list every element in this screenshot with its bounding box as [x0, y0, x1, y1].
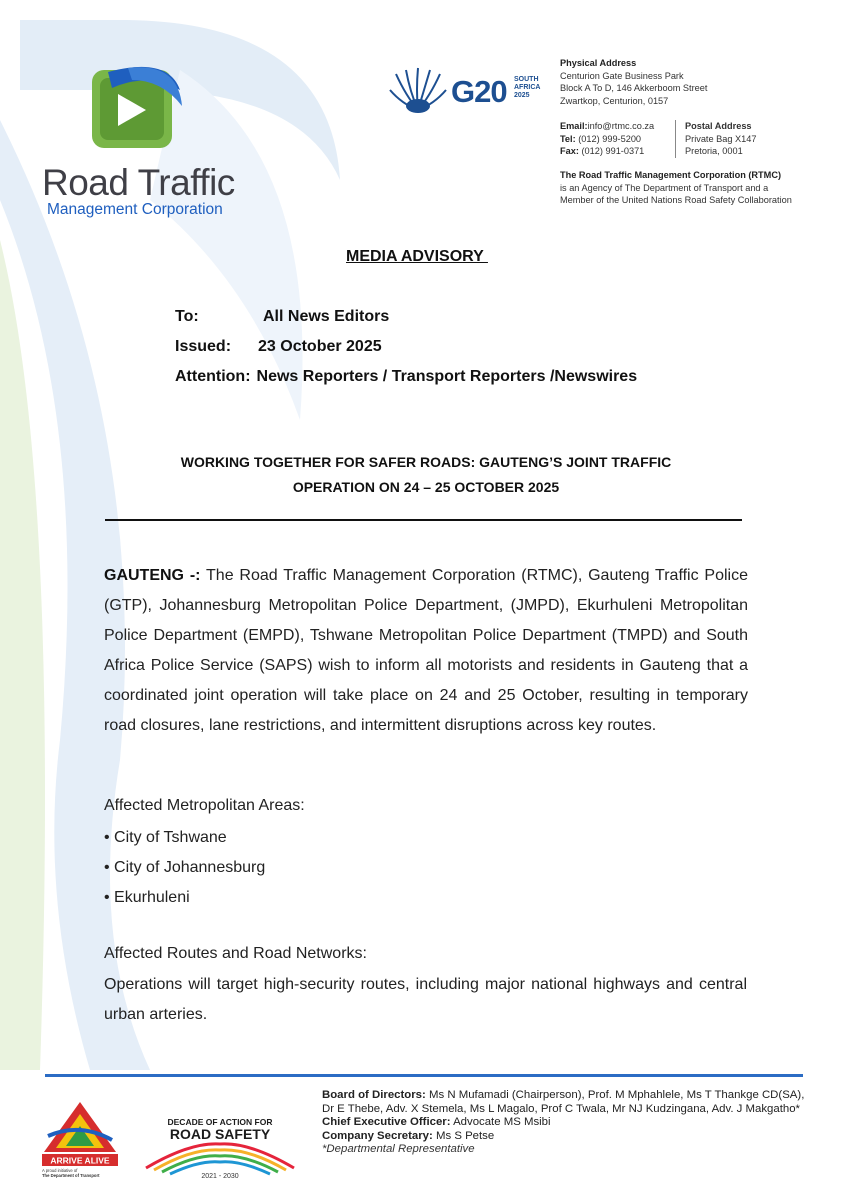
board-of-directors: Board of Directors: Ms N Mufamadi (Chairperson), Prof. M Mphahlele, Ms T Thankge CD(SA), Dr E Thebe, Adv. X Stemela, Ms L Magalo, Prof C Twala, Mr NJ Kudzingana, Adv. J Makgatho* Chief Executive Officer: Advocate MS Msibi Company Secretary: Ms S Petse *Departmental Representative — [322, 1089, 805, 1156]
attention-value: News Reporters / Transport Reporters /Newswires — [256, 368, 638, 385]
g20-wordmark: G20 — [451, 74, 507, 109]
contact-details: Email:info@rtmc.co.za Tel: (012) 999-5200 Fax: (012) 991-0371 — [560, 121, 655, 157]
agency-heading: The Road Traffic Management Corporation (RTMC) — [560, 170, 782, 180]
svg-text:ROAD SAFETY: ROAD SAFETY — [169, 1126, 271, 1142]
attention-label: Attention: — [175, 368, 251, 385]
g20-logo — [388, 66, 548, 116]
svg-text:A proud initiative of: A proud initiative of — [42, 1168, 78, 1173]
logo-subtitle: Management Corporation — [47, 201, 223, 218]
decade-of-action-logo — [140, 1116, 300, 1180]
body-paragraph — [104, 561, 748, 741]
issued-label: Issued: — [175, 338, 232, 355]
issued-date: 23 October 2025 — [258, 338, 382, 355]
logo-title: Road Traffic — [42, 162, 235, 203]
recipient-row — [175, 308, 389, 326]
rtmc-logo-icon — [88, 62, 184, 152]
attention-row — [175, 368, 637, 386]
body-text: The Road Traffic Management Corporation (RTMC), Gauteng Traffic Police (GTP), Johannesburg Metropolitan Police Department, (JMPD), Ekurhuleni Metropolitan Police Department (EMPD), Tshwane Metropolitan Police Department (TMPD) and South Africa Police Service (SAPS) wish to inform all motorists and residents in Gauteng that a coordinated joint operation will take place on 24 and 25 October, resulting in temporary road closures, lane restrictions, and intermittent disruptions across key routes. — [104, 567, 748, 734]
divider — [105, 519, 742, 521]
rtmc-logo-text — [42, 164, 235, 218]
postal-address-heading: Postal Address — [685, 121, 752, 131]
svg-text:2021 - 2030: 2021 - 2030 — [201, 1173, 239, 1180]
postal-address: Postal Address Private Bag X147 Pretoria, 0001 — [675, 120, 757, 158]
email-link[interactable]: info@rtmc.co.za — [587, 121, 655, 131]
areas-heading: Affected Metropolitan Areas: — [104, 797, 305, 814]
physical-address-line: Zwartkop, Centurion, 0157 — [560, 95, 669, 106]
areas-list — [104, 826, 265, 916]
list-item: • City of Johannesburg — [104, 859, 266, 876]
footer-divider — [45, 1074, 803, 1077]
issued-row — [175, 338, 382, 356]
list-item: • Ekurhuleni — [104, 889, 190, 906]
document-title: MEDIA ADVISORY — [346, 248, 488, 265]
physical-address-line: Block A To D, 146 Akkerboom Street — [560, 83, 708, 94]
physical-address — [560, 57, 707, 107]
arrive-alive-text: ARRIVE ALIVE — [50, 1155, 110, 1166]
list-item: • City of Tshwane — [104, 829, 227, 846]
physical-address-heading: Physical Address — [560, 58, 637, 68]
recipient-value: All News Editors — [263, 308, 390, 325]
svg-text:DECADE OF ACTION FOR: DECADE OF ACTION FOR — [167, 1117, 273, 1127]
telephone: (012) 999-5200 — [578, 133, 642, 144]
svg-text:The Department of Transport: The Department of Transport — [42, 1173, 100, 1178]
headline: WORKING TOGETHER FOR SAFER ROADS: GAUTENG’S JOINT TRAFFIC OPERATION ON 24 – 25 OCTOBER 2025 — [180, 454, 672, 495]
recipient-label: To: — [175, 308, 199, 325]
protea-icon — [388, 66, 448, 116]
arrive-alive-logo — [40, 1100, 120, 1180]
dateline: GAUTENG -: — [104, 567, 201, 584]
routes-text: Operations will target high-security routes, including major national highways and central urban arteries. — [104, 976, 747, 1023]
physical-address-line: Centurion Gate Business Park — [560, 70, 684, 81]
routes-heading: Affected Routes and Road Networks: — [104, 945, 367, 962]
g20-country: SOUTH AFRICA 2025 — [514, 76, 541, 99]
fax: (012) 991-0371 — [581, 146, 645, 157]
agency-statement: The Road Traffic Management Corporation (RTMC) is an Agency of The Department of Transport and a Member of the United Nations Road Safety Collaboration — [560, 170, 792, 206]
